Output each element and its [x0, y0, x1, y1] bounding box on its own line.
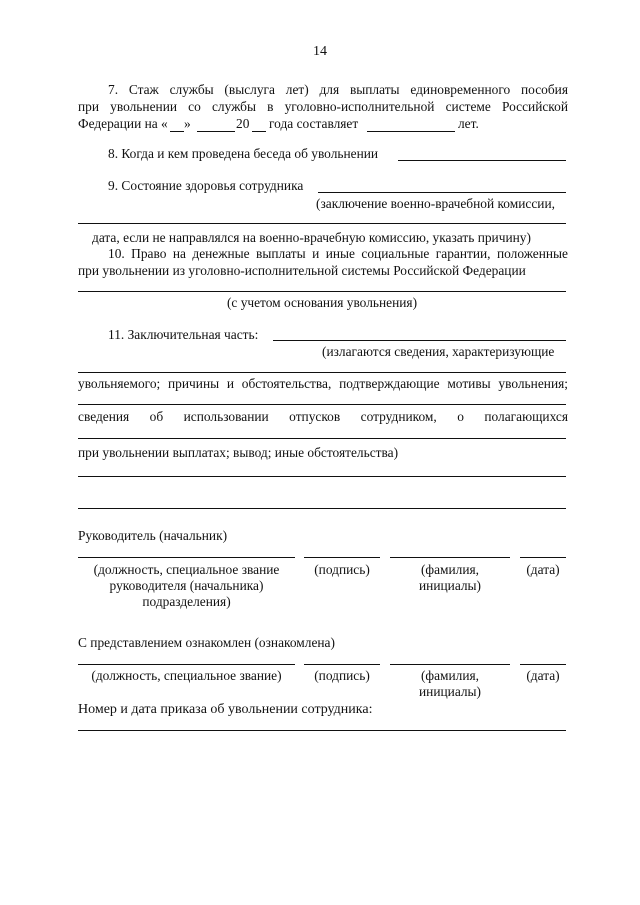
year-field[interactable]: [252, 131, 266, 132]
payments-field[interactable]: [78, 291, 566, 292]
section7-quote-close: »: [184, 116, 191, 131]
conclusion-field-4[interactable]: [78, 438, 566, 439]
health-field-2[interactable]: [78, 223, 566, 224]
section7-line3-start: Федерации на «: [78, 116, 168, 131]
emp-signature-field[interactable]: [304, 664, 380, 665]
head-date-hint: (дата): [526, 562, 560, 577]
section7-years-unit: лет.: [458, 116, 479, 131]
emp-name-field[interactable]: [390, 664, 510, 665]
section7-year-prefix: 20: [236, 116, 250, 131]
section10-line2: при увольнении из уголовно-исполнительной системы Российской Федерации: [78, 263, 526, 278]
section9-hint1: (заключение военно-врачебной комиссии,: [316, 196, 555, 211]
health-field[interactable]: [318, 192, 566, 193]
head-title: Руководитель (начальник): [78, 528, 228, 543]
emp-signature-hint: (подпись): [314, 668, 370, 683]
head-signature-hint: (подпись): [314, 562, 370, 577]
head-position-field[interactable]: [78, 557, 295, 558]
day-field[interactable]: [170, 131, 184, 132]
section9-hint2: дата, если не направлялся на военно-врачебную комиссию, указать причину): [92, 230, 531, 245]
interview-field[interactable]: [398, 160, 566, 161]
section10-line1: 10. Право на денежные выплаты и иные социальные гарантии, положенные: [108, 246, 568, 261]
section10-hint: (с учетом основания увольнения): [226, 295, 418, 310]
conclusion-field-6[interactable]: [78, 508, 566, 509]
section7-line1: 7. Стаж службы (выслуга лет) для выплаты единовременного пособия: [108, 82, 568, 97]
head-position-hint2: руководителя (начальника): [109, 578, 264, 593]
emp-name-hint2: инициалы): [418, 684, 482, 699]
section9-label: 9. Состояние здоровья сотрудника: [108, 178, 304, 193]
conclusion-field-3[interactable]: [78, 404, 566, 405]
section8-label: 8. Когда и кем проведена беседа об увольнении: [108, 146, 379, 161]
conclusion-field-2[interactable]: [78, 372, 566, 373]
emp-date-field[interactable]: [520, 664, 566, 665]
head-name-field[interactable]: [390, 557, 510, 558]
emp-name-hint1: (фамилия,: [420, 668, 480, 683]
head-name-hint1: (фамилия,: [420, 562, 480, 577]
conclusion-field[interactable]: [273, 340, 566, 341]
page-number: 14: [313, 44, 327, 59]
acquainted-title: С представлением ознакомлен (ознакомлена): [78, 635, 335, 650]
head-signature-field[interactable]: [304, 557, 380, 558]
section11-label: 11. Заключительная часть:: [108, 327, 259, 342]
section11-hint: (излагаются сведения, характеризующие: [322, 344, 555, 359]
section11-line4: при увольнении выплатах; вывод; иные обстоятельства): [78, 445, 399, 460]
month-field[interactable]: [197, 131, 235, 132]
order-field[interactable]: [78, 730, 566, 731]
section7-years-label: года составляет: [269, 116, 359, 131]
emp-position-hint: (должность, специальное звание): [91, 668, 282, 683]
section11-line2: увольняемого; причины и обстоятельства, подтверждающие мотивы увольнения;: [78, 376, 568, 391]
emp-position-field[interactable]: [78, 664, 295, 665]
section7-line2: при увольнении со службы в уголовно-исполнительной системе Российской: [78, 99, 568, 114]
head-position-hint1: (должность, специальное звание: [93, 562, 280, 577]
emp-date-hint: (дата): [526, 668, 560, 683]
head-name-hint2: инициалы): [418, 578, 482, 593]
order-label: Номер и дата приказа об увольнении сотрудника:: [78, 702, 373, 717]
head-date-field[interactable]: [520, 557, 566, 558]
section11-line3: сведения об использовании отпусков сотрудником, о полагающихся: [78, 409, 568, 424]
head-position-hint3: подразделения): [142, 594, 231, 609]
service-years-field[interactable]: [367, 131, 455, 132]
conclusion-field-5[interactable]: [78, 476, 566, 477]
